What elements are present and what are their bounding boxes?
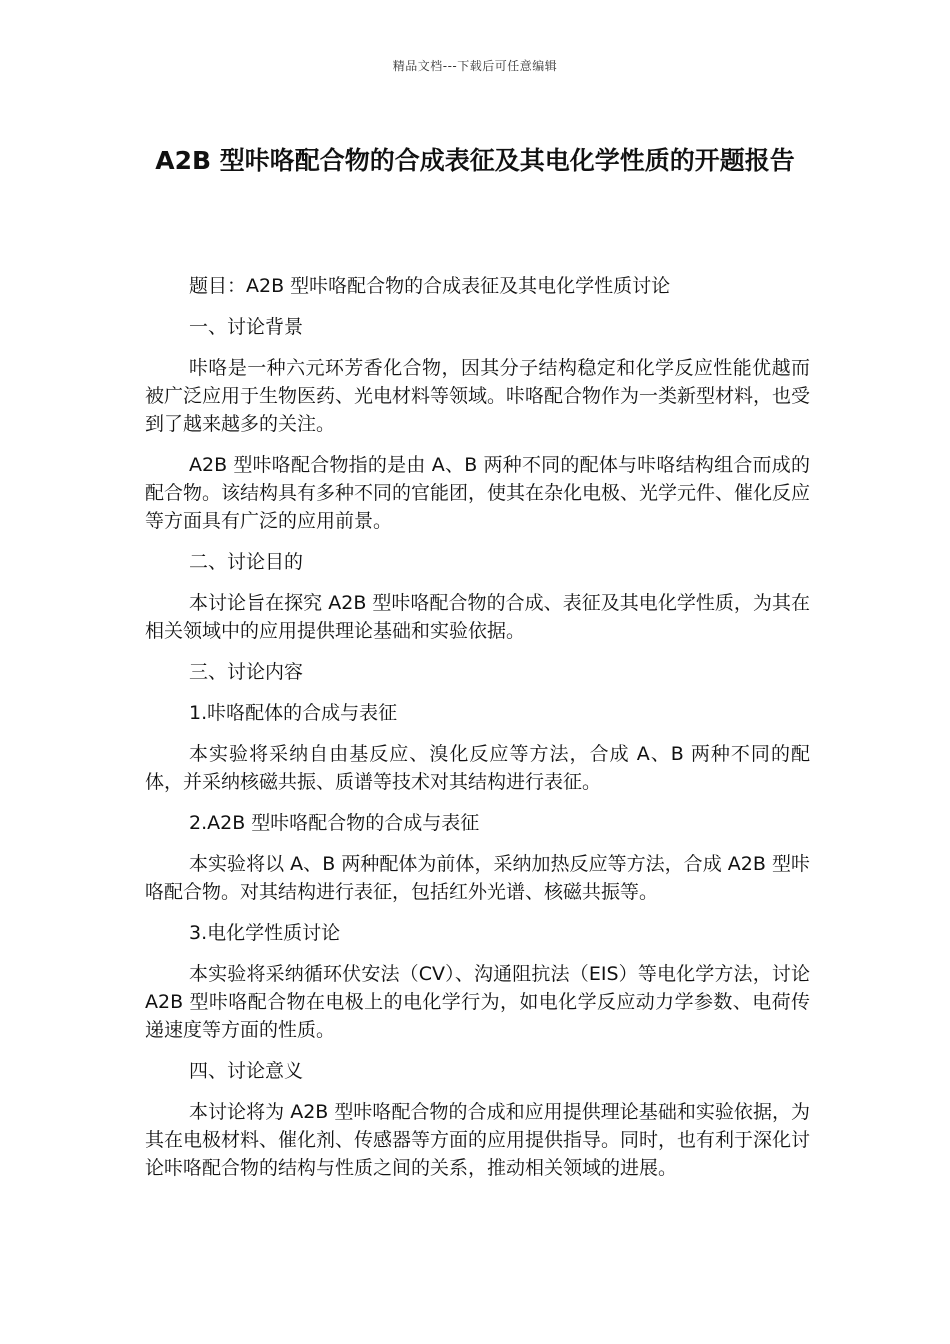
paragraph-subsection-1: 本实验将采纳自由基反应、溴化反应等方法，合成 A、B 两种不同的配体，并采纳核磁共振、质谱等技术对其结构进行表征。: [145, 743, 810, 793]
subsection-heading-2: 2.A2B 型咔咯配合物的合成与表征: [189, 812, 480, 834]
paragraph-background-2: A2B 型咔咯配合物指的是由 A、B 两种不同的配体与咔咯结构组合而成的配合物。该结构具有多种不同的官能团，使其在杂化电极、光学元件、催化反应等方面具有广泛的应用前景。: [145, 454, 811, 532]
document-body: [145, 272, 810, 1195]
header-note: 精品文档---下载后可任意编辑: [392, 59, 558, 73]
document-title: A2B 型咔咯配合物的合成表征及其电化学性质的开题报告: [155, 146, 795, 175]
paragraph-background-1: 咔咯是一种六元环芳香化合物，因其分子结构稳定和化学反应性能优越而被广泛应用于生物医药、光电材料等领域。咔咯配合物作为一类新型材料，也受到了越来越多的关注。: [145, 357, 811, 435]
section-heading-significance: 四、讨论意义: [189, 1060, 304, 1082]
subsection-heading-1: 1.咔咯配体的合成与表征: [189, 702, 398, 724]
paragraph-subsection-3: 本实验将采纳循环伏安法（CV）、沟通阻抗法（EIS）等电化学方法，讨论 A2B 型咔咯配合物在电极上的电化学行为，如电化学反应动力学参数、电荷传递速度等方面的性质。: [145, 963, 810, 1041]
subsection-heading-3: 3.电化学性质讨论: [189, 922, 341, 944]
section-heading-content: 三、讨论内容: [189, 661, 304, 683]
topic-line: 题目：A2B 型咔咯配合物的合成表征及其电化学性质讨论: [189, 275, 671, 297]
section-heading-purpose: 二、讨论目的: [189, 551, 304, 573]
paragraph-purpose: 本讨论旨在探究 A2B 型咔咯配合物的合成、表征及其电化学性质，为其在相关领域中的应用提供理论基础和实验依据。: [145, 592, 810, 642]
paragraph-significance: 本讨论将为 A2B 型咔咯配合物的合成和应用提供理论基础和实验依据，为其在电极材料、催化剂、传感器等方面的应用提供指导。同时，也有利于深化讨论咔咯配合物的结构与性质之间的关系，推动相关领域的进展。: [145, 1101, 811, 1179]
paragraph-subsection-2: 本实验将以 A、B 两种配体为前体，采纳加热反应等方法，合成 A2B 型咔咯配合物。对其结构进行表征，包括红外光谱、核磁共振等。: [145, 853, 810, 903]
section-heading-background: 一、讨论背景: [189, 316, 304, 338]
